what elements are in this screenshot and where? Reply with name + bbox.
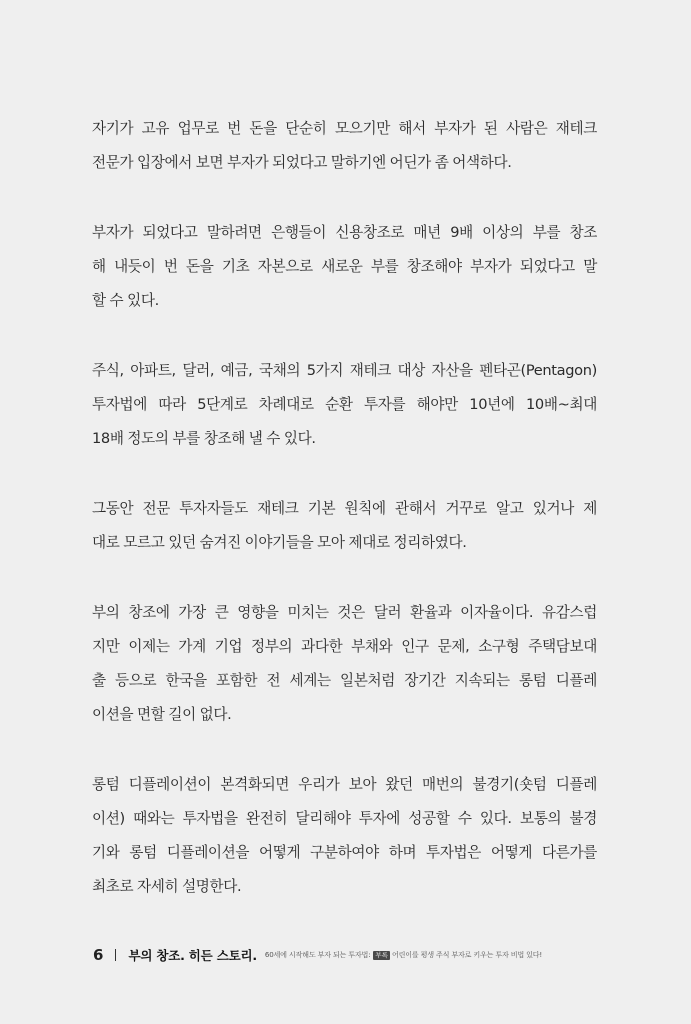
paragraph-3: [92, 354, 597, 456]
text-line: 기와 롱텀 디플레이션을 어떻게 구분하여야 하며 투자법은 어떻게 다른가를: [92, 844, 597, 861]
text-line: 전문가 입장에서 보면 부자가 되었다고 말하기엔 어딘가 좀 어색하다.: [92, 154, 512, 171]
body-text: [92, 112, 597, 940]
book-subtitle-continued: 어린이를 평생 주식 부자로 키우는 투자 비법 있다!: [391, 950, 543, 959]
paragraph-5: [92, 596, 597, 732]
text-line: 롱텀 디플레이션이 본격화되면 우리가 보아 왔던 매번의 불경기(숏텀 디플레: [92, 776, 597, 793]
text-line: 할 수 있다.: [92, 292, 159, 309]
paragraph-4: [92, 492, 597, 560]
footer-divider: [115, 949, 116, 961]
text-line: 대로 모르고 있던 숨겨진 이야기들을 모아 제대로 정리하였다.: [92, 534, 467, 551]
text-line: 부자가 되었다고 말하려면 은행들이 신용창조로 매년 9배 이상의 부를 창조: [92, 224, 597, 241]
page-footer: [93, 944, 542, 966]
text-line: 자기가 고유 업무로 번 돈을 단순히 모으기만 해서 부자가 된 사람은 재테크: [92, 120, 597, 137]
text-line: 지만 이제는 가계 기업 정부의 과다한 부채와 인구 문제, 소구형 주택담보대: [92, 638, 597, 655]
text-line: 부의 창조에 가장 큰 영향을 미치는 것은 달러 환율과 이자율이다. 유감스럽: [92, 604, 597, 621]
text-line: 출 등으로 한국을 포함한 전 세계는 일본처럼 장기간 지속되는 롱텀 디플레: [92, 672, 597, 689]
paragraph-6: [92, 768, 597, 904]
text-line: 18배 정도의 부를 창조해 낼 수 있다.: [92, 430, 316, 447]
text-line: 그동안 전문 투자자들도 재테크 기본 원칙에 관해서 거꾸로 알고 있거나 제: [92, 500, 597, 517]
paragraph-1: [92, 112, 597, 180]
text-line: 해 내듯이 번 돈을 기초 자본으로 새로운 부를 창조해야 부자가 되었다고 말: [92, 258, 597, 275]
appendix-badge: 부록: [375, 950, 388, 959]
text-line: 이션) 때와는 투자법을 완전히 달리해야 투자에 성공할 수 있다. 보통의 불경: [92, 810, 597, 827]
text-line: 투자법에 따라 5단계로 차례대로 순환 투자를 해야만 10년에 10배~최대: [92, 396, 597, 413]
text-line: 주식, 아파트, 달러, 예금, 국채의 5가지 재테크 대상 자산을 펜타곤(Pentagon): [92, 362, 597, 379]
paragraph-2: [92, 216, 597, 318]
text-line: 이션을 면할 길이 없다.: [92, 706, 232, 723]
text-line: 최초로 자세히 설명한다.: [92, 878, 242, 895]
book-title: 부의 창조. 히든 스토리.: [128, 948, 257, 963]
page-number: 6: [93, 946, 104, 964]
book-subtitle: 60세에 시작해도 부자 되는 투자법:: [264, 950, 371, 959]
